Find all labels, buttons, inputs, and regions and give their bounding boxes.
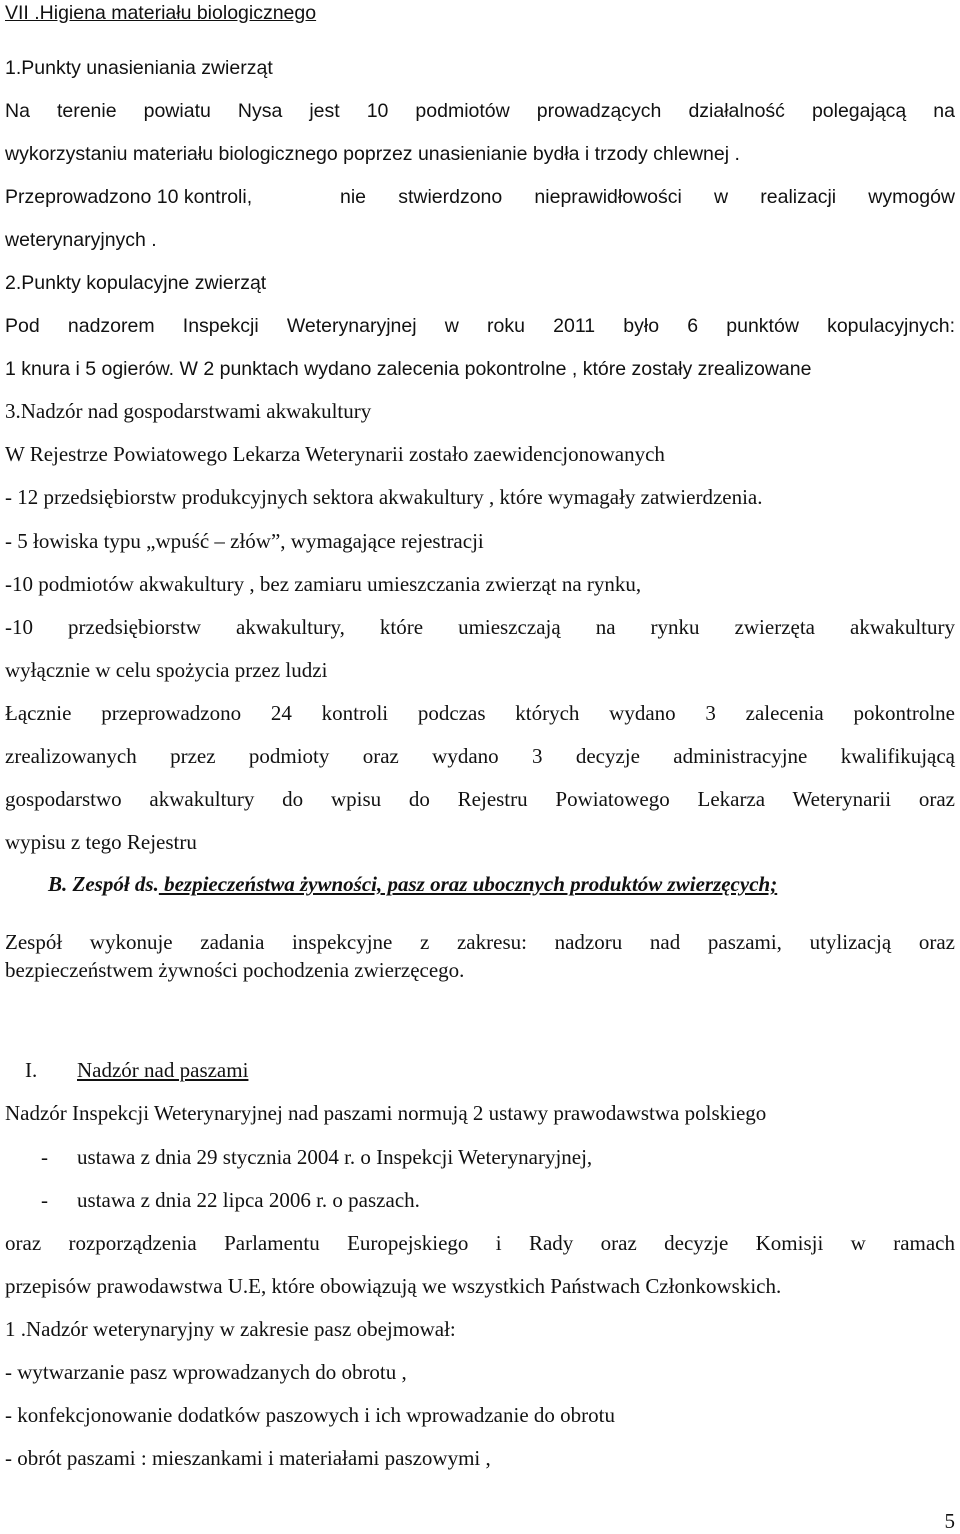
section-title [5,0,955,26]
law2-text: ustawa z dnia 22 lipca 2006 r. o paszach. [77,1188,420,1212]
law1-text: ustawa z dnia 29 stycznia 2004 r. o Inspekcji Weterynaryjnej, [77,1145,593,1169]
section2-heading: 2.Punkty kopulacyjne zwierząt [5,272,267,294]
feed-section-title: Nadzór nad paszami [77,1058,249,1082]
section1-para1-line2: wykorzystaniu materiału biologicznego poprzez unasienianie bydła i trzody chlewnej . [5,143,740,165]
feed-line5: - wytwarzanie pasz wprowadzanych do obrotu , [5,1360,407,1384]
section-title-text: VII .Higiena materiału biologicznego [5,2,317,24]
feed-line7: - obrót paszami : mieszankami i materiałami paszowymi , [5,1446,491,1470]
section3-line2: - 12 przedsiębiorstw produkcyjnych sektora akwakultury , które wymagały zatwierdzenia. [5,485,763,509]
feed-section-number: I. [25,1058,38,1082]
section1-para2-part-a: Przeprowadzono 10 kontroli, [5,186,253,208]
feed-line3: przepisów prawodawstwa U.E, które obowiązują we wszystkich Państwach Członkowskich. [5,1274,782,1298]
section3-line7: Łącznie przeprowadzono 24 kontroli podczas których wydano 3 zalecenia pokontrolne [5,701,955,725]
feed-line1: Nadzór Inspekcji Weterynaryjnej nad paszami normują 2 ustawy prawodawstwa polskiego [5,1101,767,1125]
feed-line6: - konfekcjonowanie dodatków paszowych i ich wprowadzanie do obrotu [5,1403,615,1427]
team-heading-title: bezpieczeństwa żywności, pasz oraz ubocznych produktów zwierzęcych; [158,872,778,896]
section1-para2-line1 [5,184,955,210]
section3-line9: gospodarstwo akwakultury do wpisu do Rejestru Powiatowego Lekarza Weterynarii oraz [5,787,955,811]
section3-line6: wyłącznie w celu spożycia przez ludzi [5,658,328,682]
section1-para1-line1: Na terenie powiatu Nysa jest 10 podmiotów prowadzących działalność polegającą na [5,100,955,122]
section1-para2-line2: weterynaryjnych . [5,229,157,251]
section2-line2: 1 knura i 5 ogierów. W 2 punktach wydano zalecenia pokontrolne , które zostały zrealizowane [5,358,812,380]
section1-para2-part-b: nie stwierdzono nieprawidłowości w realizacji wymogów [340,186,955,208]
section3-heading: 3.Nadzór nad gospodarstwami akwakultury [5,399,372,423]
feed-line2: oraz rozporządzenia Parlamentu Europejskiego i Rady oraz decyzje Komisji w ramach [5,1231,955,1255]
section3-line5: -10 przedsiębiorstw akwakultury, które umieszczają na rynku zwierzęta akwakultury [5,615,955,639]
section3-line4: -10 podmiotów akwakultury , bez zamiaru umieszczania zwierząt na rynku, [5,572,642,596]
section3-line1: W Rejestrze Powiatowego Lekarza Weterynarii zostało zaewidencjonowanych [5,442,665,466]
page-number: 5 [944,1509,955,1533]
team-line2: bezpieczeństwem żywności pochodzenia zwierzęcego. [5,958,465,982]
team-heading [48,871,948,897]
team-line1: Zespół wykonuje zadania inspekcyjne z zakresu: nadzoru nad paszami, utylizacją oraz [5,930,955,954]
team-heading-prefix: B. Zespół ds. [48,872,159,896]
section1-heading: 1.Punkty unasieniania zwierząt [5,57,273,79]
law2-dash: - [41,1188,48,1212]
section3-line10: wypisu z tego Rejestru [5,830,197,854]
section3-line8: zrealizowanych przez podmioty oraz wydano 3 decyzje administracyjne kwalifikującą [5,744,955,768]
law1-dash: - [41,1145,48,1169]
feed-line4: 1 .Nadzór weterynaryjny w zakresie pasz obejmował: [5,1317,456,1341]
section2-line1: Pod nadzorem Inspekcji Weterynaryjnej w roku 2011 było 6 punktów kopulacyjnych: [5,315,955,337]
section3-line3: - 5 łowiska typu „wpuść – złów”, wymagające rejestracji [5,529,484,553]
